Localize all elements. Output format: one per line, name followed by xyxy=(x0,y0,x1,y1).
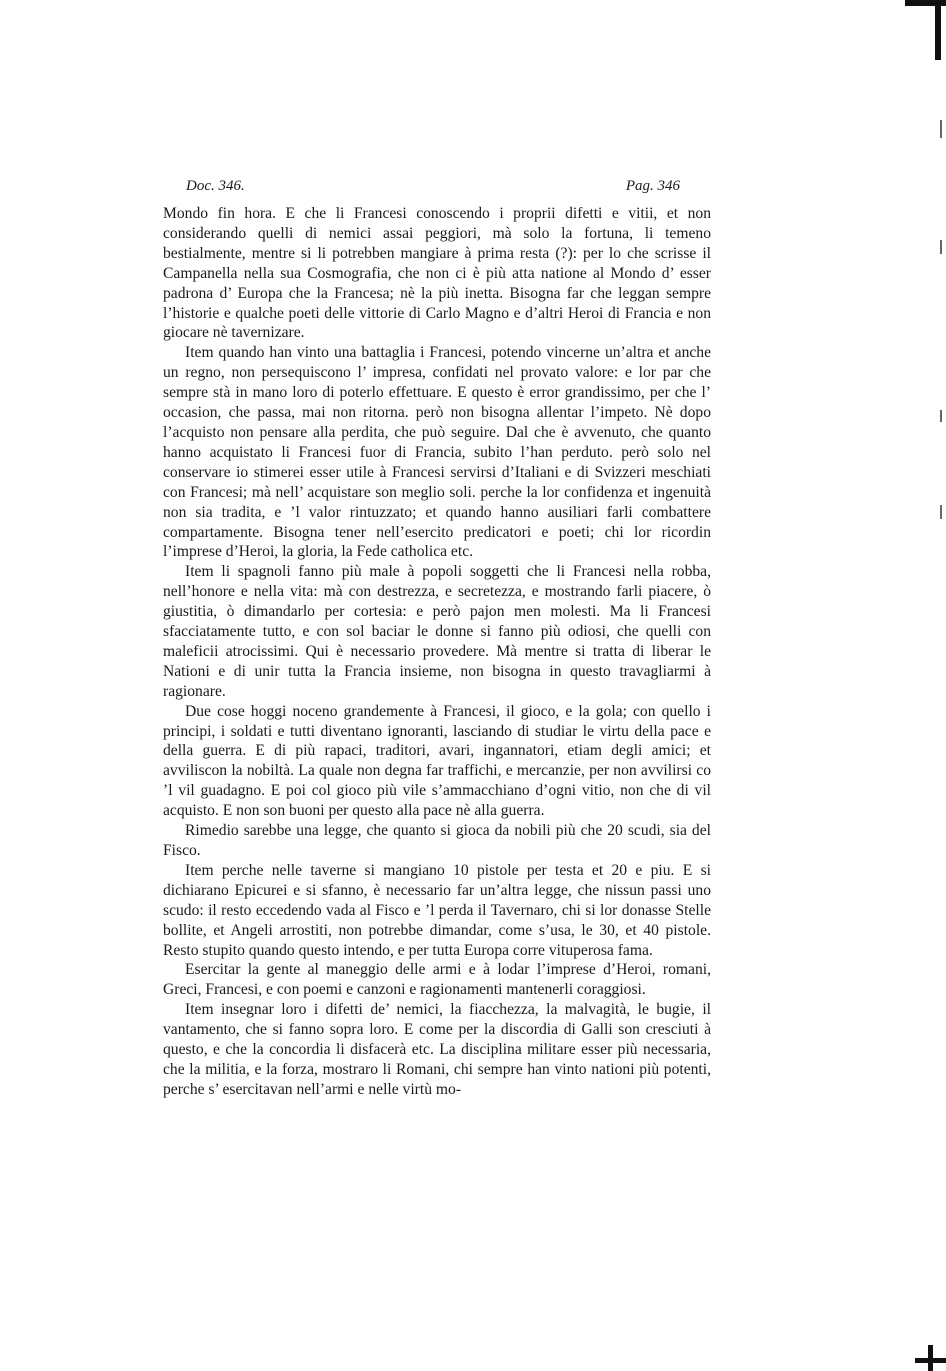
scan-edge-tick xyxy=(940,410,942,422)
paragraph: Rimedio sarebbe una legge, che quanto si gioca da nobili più che 20 scudi, sia del Fisco. xyxy=(163,822,711,859)
scan-edge-tick xyxy=(940,240,942,254)
paragraph: Due cose hoggi noceno grandemente à Francesi, il gioco, e la gola; con quello i principi, i soldati e tutti diventano ignoranti, lasciando di studiar le virtu della pace e della guerra. E di più rapaci, traditori, avari, ingannatori, etiam degli amici; et avviliscon la nobiltà. La quale non degna far traffichi, e mercanzie, per non avvilirsi co ’l vil guadagno. E poi col gioco più vile s’ammacchiano d’ogni vitio, non che di vil acquisto. E non son buoni per questo alla pace nè alla guerra. xyxy=(163,702,711,820)
scan-edge-tick xyxy=(940,120,942,138)
scan-edge-mark xyxy=(935,0,941,60)
scan-edge-mark xyxy=(928,1345,933,1371)
paragraph: Item perche nelle taverne si mangiano 10 pistole per testa et 20 e piu. E si dichiarano Epicurei e si sfanno, è necessario far un’altra legge, che nissun passi uno scudo: il resto eccedendo vada al Fisco e ’l perda il Tavernaro, chi si lor donasse Stelle bollite, et Angeli arrostiti, non potrebbe dimandar, come s’usa, le 30, et 40 pistole. Resto stupito quando questo intendo, e per tutta Europa corre vituperosa fama. xyxy=(163,861,711,959)
paragraph: Item insegnar loro i difetti de’ nemici, la fiacchezza, la malvagità, le bugie, il vantamento, che si fanno sopra loro. E come per la discordia di Galli son cresciuti à questo, e che la concordia li disfacerà etc. La disciplina militare esser più necessaria, che la militia, e la forza, mostraro li Romani, chi sempre han vinto nationi più potenti, perche s’ esercitavan nell’armi e nelle virtù mo- xyxy=(163,1001,711,1098)
doc-number: Doc. 346. xyxy=(186,178,245,194)
running-header xyxy=(186,178,680,200)
paragraph: Item li spagnoli fanno più male à popoli soggetti che li Francesi nella robba, nell’honore e nella vita: mà con destrezza, e secretezza, e mostrando farli piacere, ò giustitia, ò dimandarlo per cortesia: e però pajon men molesti. Ma li Francesi sfacciatamente tutto, e con sol baciar le donne si fanno più odiosi, che quelli con maleficii atrocissimi. Qui è necessario provedere. Mà mentre si tratta di liberar le Nationi e di unir tutta la Francia insieme, non bisogna in questo travagliarmi à ragionare. xyxy=(163,563,711,700)
paragraph: Esercitar la gente al maneggio delle armi e à lodar l’imprese d’Heroi, romani, Greci, Francesi, e con poemi e canzoni e ragionamenti mantenerli coraggiosi. xyxy=(163,961,711,999)
paragraph: Mondo fin hora. E che li Francesi conoscendo i proprii difetti e vitii, et non considerando quelli di nemici assai peggiori, mà solo la fortuna, li temeno bestialmente, mentre si li potrebben mangiare à prima resta (?): per lo che scrisse il Campanella nella sua Cosmografia, che non ci è più atta natione al Mondo d’ esser padrona d’ Europa che la Francesa; nè la più inetta. Bisogna far che leggan sempre l’historie e qualche poeti delle vittorie di Carlo Magno e d’altri Heroi di Francia e non giocare nè tavernizare. xyxy=(163,205,711,342)
scan-edge-tick xyxy=(940,505,942,519)
page-number: Pag. 346 xyxy=(625,178,680,194)
paragraph: Item quando han vinto una battaglia i Francesi, potendo vincerne un’altra et anche un regno, non persequiscono l’ impresa, confidati nel provato valore: e lor par che sempre stà in mano loro di poterlo effettuare. E questo è error grandissimo, per che l’ occasion, che passa, mai non ritorna. però non bisogna allentar l’impeto. Nè dopo l’acquisto non pensare alla perdita, che può seguire. Dal che è avvenuto, che quanto hanno acquistato li Francesi fuor di Francia, subito l’han perduto. però solo nel conservare io stimerei esser utile à Francesi servirsi d’Italiani e di Svizzeri meschiati con Francesi; mà nell’ acquistare son meglio soli. perche la lor confidenza et ingenuità non sia tradita, e ’l valor rintuzzato; et quando hanno ausiliari farli combattere compartamente. Bisogna tener nell’esercito predicatori e poeti; chi lor ricordin l’imprese d’Heroi, la gloria, la Fede catholica etc. xyxy=(163,344,711,561)
body-text xyxy=(163,204,711,1100)
